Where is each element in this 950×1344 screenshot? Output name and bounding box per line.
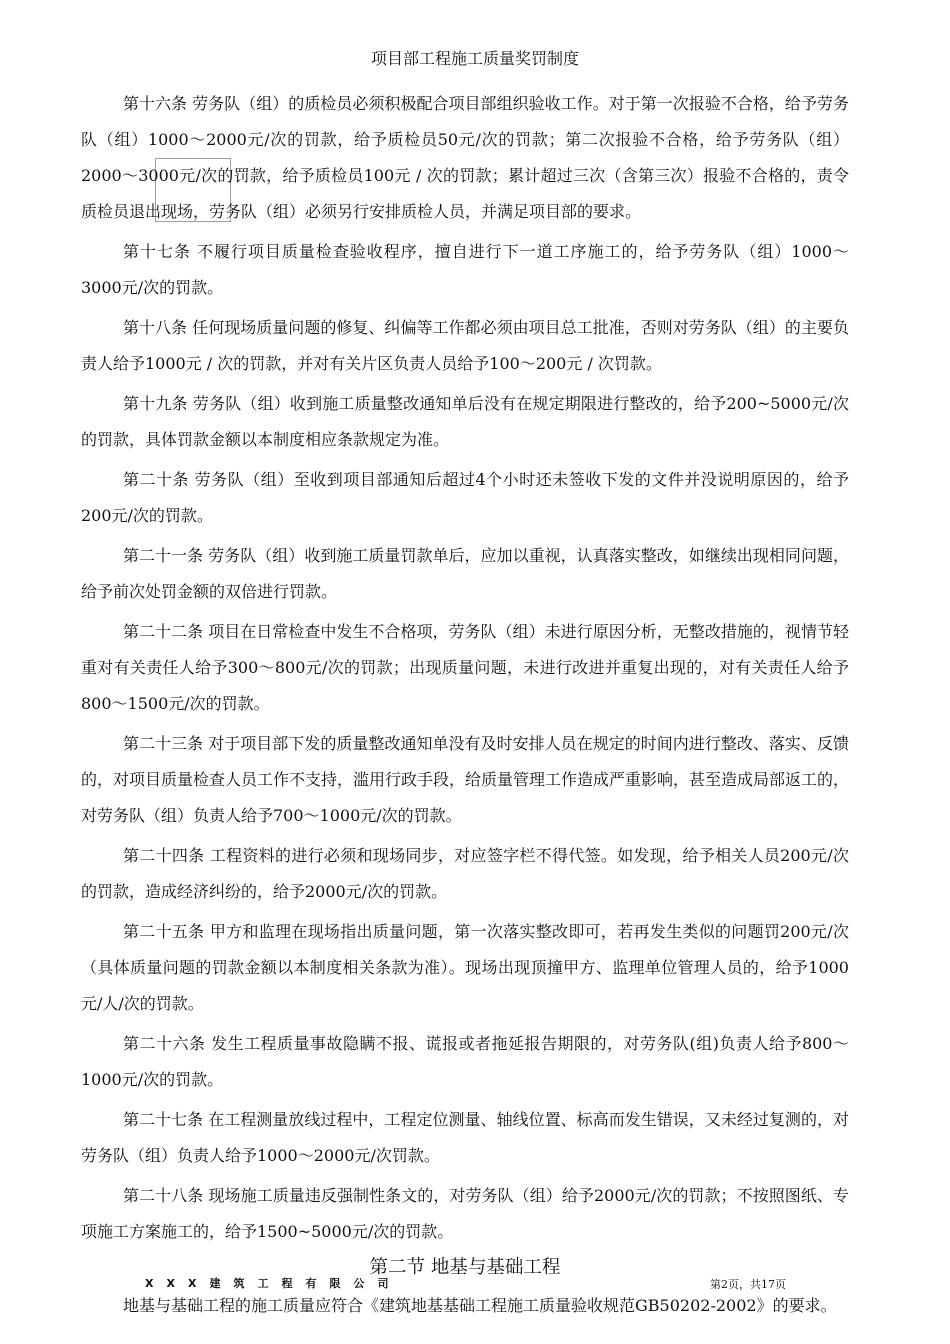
article-28: 第二十八条 现场施工质量违反强制性条文的，对劳务队（组）给予2000元/次的罚款；不按照图纸、专项施工方案施工的，给予1500~5000元/次的罚款。 xyxy=(81,1186,849,1241)
document-body xyxy=(81,86,849,1328)
article-20: 第二十条 劳务队（组）至收到项目部通知后超过4个小时还未签收下发的文件并没说明原因的，给予200元/次的罚款。 xyxy=(81,470,849,525)
section-title: 第二节 地基与基础工程 xyxy=(369,1257,561,1278)
article-25: 第二十五条 甲方和监理在现场指出质量问题，第一次落实整改即可，若再发生类似的问题罚200元/次（具体质量问题的罚款金额以本制度相关条款为准）。现场出现顶撞甲方、监理单位管理人员的，给予1000元/人/次的罚款。 xyxy=(81,922,849,1013)
article-24: 第二十四条 工程资料的进行必须和现场同步，对应签字栏不得代签。如发现，给予相关人员200元/次的罚款，造成经济纠纷的，给予2000元/次的罚款。 xyxy=(81,846,849,901)
article-17: 第十七条 不履行项目质量检查验收程序，擅自进行下一道工序施工的，给予劳务队（组）1000～3000元/次的罚款。 xyxy=(81,242,849,297)
article-23: 第二十三条 对于项目部下发的质量整改通知单没有及时安排人员在规定的时间内进行整改、落实、反馈的，对项目质量检查人员工作不支持，滥用行政手段，给质量管理工作造成严重影响，甚至造成局部返工的，对劳务队（组）负责人给予700～1000元/次的罚款。 xyxy=(81,734,850,825)
footer-page-number: 第2页，共17页 xyxy=(710,1278,786,1291)
article-16: 第十六条 劳务队（组）的质检员必须积极配合项目部组织验收工作。对于第一次报验不合格，给予劳务队（组）1000～2000元/次的罚款，给予质检员50元/次的罚款；第二次报验不合格，给予劳务队（组）2000～3000元/次的罚款，给予质检员100元 / 次的罚款；累计超过三次（含第三次）报验不合格的，责令质检员退出现场，劳务队（组）必须另行安排质检人员，并满足项目部的要求。 xyxy=(81,94,849,221)
page-header-title: 项目部工程施工质量奖罚制度 xyxy=(370,49,579,68)
article-18: 第十八条 任何现场质量问题的修复、纠偏等工作都必须由项目总工批准，否则对劳务队（组）的主要负责人给予1000元 / 次的罚款，并对有关片区负责人员给予100～200元 / 次罚款。 xyxy=(81,318,849,373)
footer-company-name: XXX建筑工程有限公司 xyxy=(145,1277,402,1290)
article-19: 第十九条 劳务队（组）收到施工质量整改通知单后没有在规定期限进行整改的，给予200~5000元/次的罚款，具体罚款金额以本制度相应条款规定为准。 xyxy=(81,394,849,449)
article-21: 第二十一条 劳务队（组）收到施工质量罚款单后，应加以重视，认真落实整改，如继续出现相同问题，给予前次处罚金额的双倍进行罚款。 xyxy=(81,546,849,601)
article-22: 第二十二条 项目在日常检查中发生不合格项，劳务队（组）未进行原因分析，无整改措施的，视情节轻重对有关责任人给予300～800元/次的罚款；出现质量问题，未进行改进并重复出现的，对有关责任人给予800～1500元/次的罚款。 xyxy=(81,622,849,713)
section-intro: 地基与基础工程的施工质量应符合《建筑地基基础工程施工质量验收规范GB50202-2002》的要求。 xyxy=(123,1296,837,1315)
article-26: 第二十六条 发生工程质量事故隐瞒不报、谎报或者拖延报告期限的，对劳务队(组)负责人给予800～1000元/次的罚款。 xyxy=(81,1034,849,1089)
article-27: 第二十七条 在工程测量放线过程中，工程定位测量、轴线位置、标高而发生错误，又未经过复测的，对劳务队（组）负责人给予1000～2000元/次罚款。 xyxy=(81,1110,849,1165)
